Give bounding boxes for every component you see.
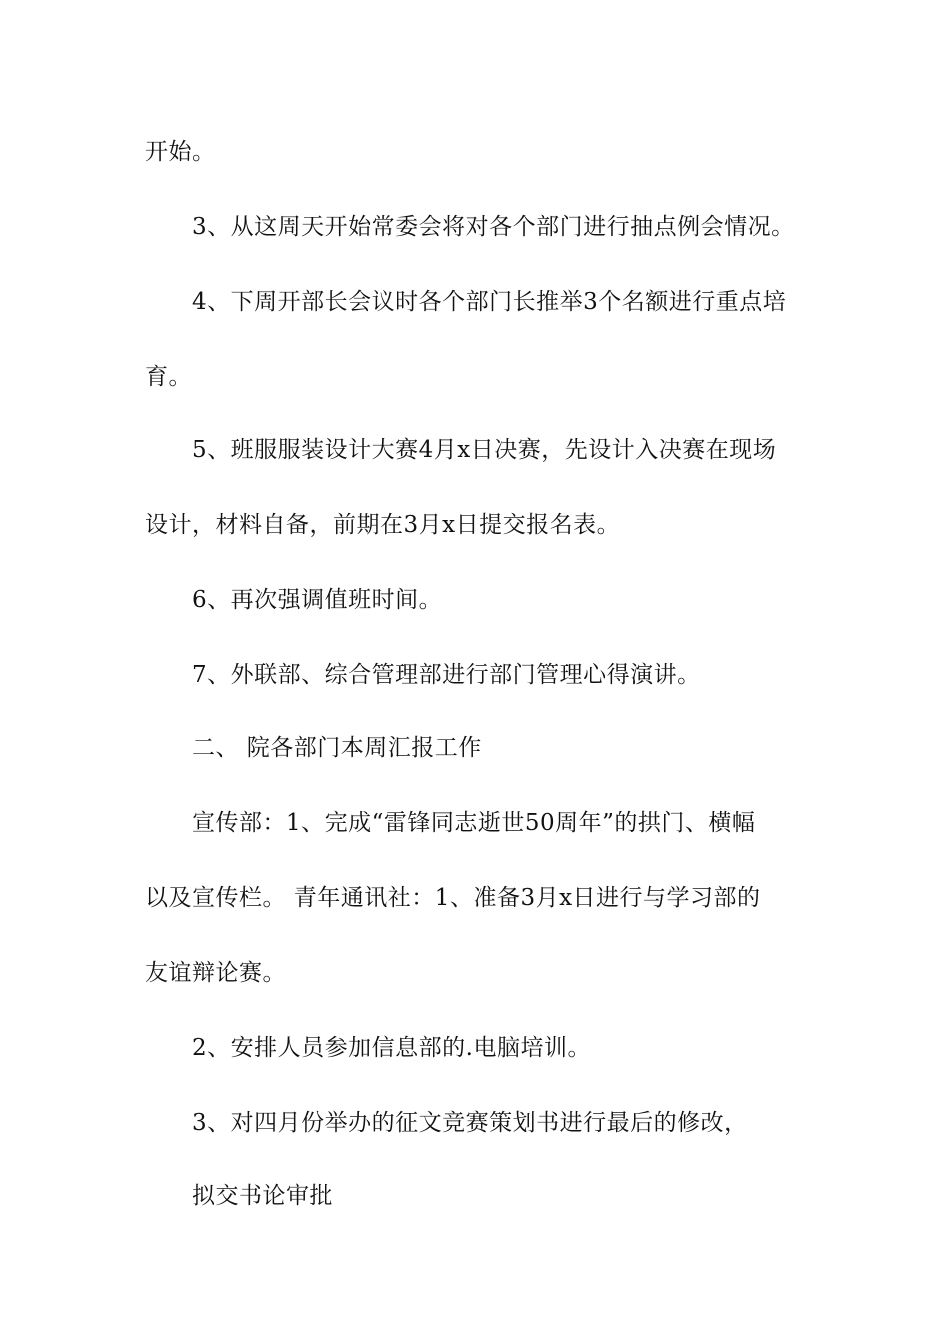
paragraph-line: 5、班服服装设计大赛4月x日决赛，先设计入决赛在现场 [192,437,777,463]
paragraph-line: 4、下周开部长会议时各个部门长推举3个名额进行重点培 [192,289,787,315]
paragraph-line: 6、再次强调值班时间。 [192,587,443,613]
paragraph-line: 2、安排人员参加信息部的.电脑培训。 [192,1035,591,1061]
paragraph-line: 宣传部：1、完成“雷锋同志逝世50周年”的拱门、横幅 [192,810,756,836]
paragraph-line: 3、对四月份举办的征文竞赛策划书进行最后的修改， [192,1110,748,1136]
paragraph-line: 友谊辩论赛。 [145,960,286,986]
paragraph-line: 拟交书论审批 [192,1183,333,1209]
paragraph-line: 7、外联部、综合管理部进行部门管理心得演讲。 [192,662,701,688]
section-heading: 二、 院各部门本周汇报工作 [192,735,482,761]
paragraph-line: 开始。 [145,139,216,165]
paragraph-line: 以及宣传栏。 青年通讯社：1、准备3月x日进行与学习部的 [145,885,761,911]
paragraph-line: 育。 [145,364,192,390]
paragraph-line: 设计，材料自备，前期在3月x日提交报名表。 [145,512,621,538]
paragraph-line: 3、从这周天开始常委会将对各个部门进行抽点例会情况。 [192,214,795,240]
